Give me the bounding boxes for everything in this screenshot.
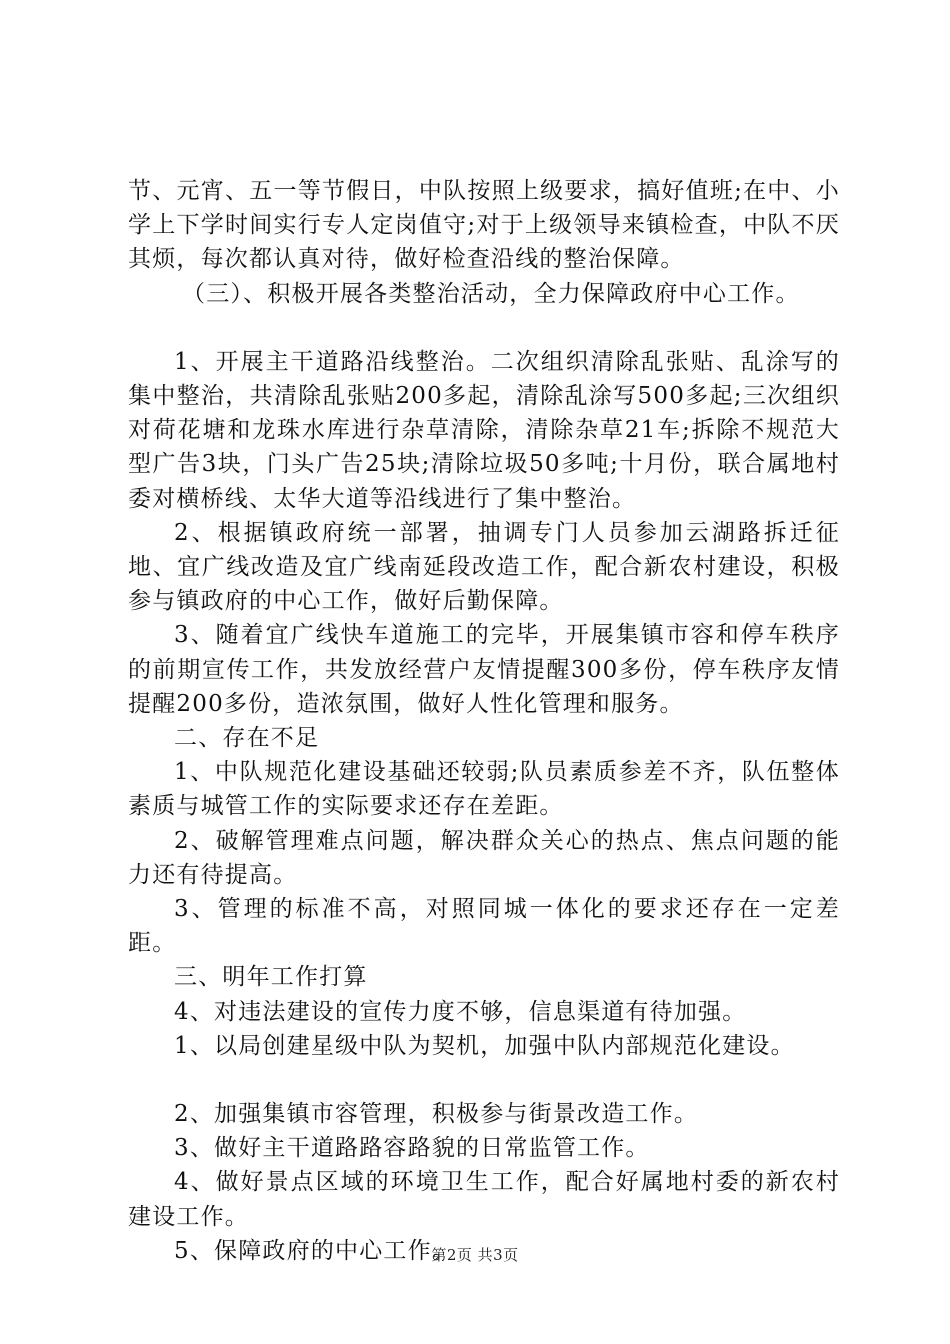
page-footer bbox=[0, 1244, 950, 1265]
paragraph-plan-2: 2、加强集镇市容管理，积极参与街景改造工作。 bbox=[174, 1101, 699, 1128]
paragraph-plan-5: 5、保障政府的中心工作。 bbox=[174, 1237, 457, 1264]
page-number-label: 第2页 共3页 bbox=[431, 1246, 519, 1264]
paragraph-holiday-duty: 节、元宵、五一等节假日，中队按照上级要求，搞好值班;在中、小学上下学时间实行专人定岗值守;对于上级领导来镇检查，中队不厌其烦，每次都认真对待，做好检查沿线的整治保障。 bbox=[128, 178, 840, 273]
section-heading-3: （三）、积极开展各类整治活动，全力保障政府中心工作。 bbox=[182, 280, 800, 307]
paragraph-government-support: 2、根据镇政府统一部署，抽调专门人员参加云湖路拆迁征地、宜广线改造及宜广线南延段改造工作，配合新农村建设，积极参与镇政府的中心工作，做好后勤保障。 bbox=[128, 519, 840, 615]
paragraph-plan-3: 3、做好主干道路路容路貌的日常监管工作。 bbox=[174, 1135, 650, 1162]
paragraph-road-cleanup: 1、开展主干道路沿线整治。二次组织清除乱张贴、乱涂写的集中整治，共清除乱张贴200多起，清除乱涂写500多起;三次组织对荷花塘和龙珠水库进行杂草清除，清除杂草21车;拆除不规范大型广告3块，门头广告25块;清除垃圾50多吨;十月份，联合属地村委对横桥线、太华大道等沿线进行了集中整治。 bbox=[128, 348, 840, 512]
paragraph-plan-1: 1、以局创建星级中队为契机，加强中队内部规范化建设。 bbox=[174, 1032, 795, 1059]
paragraph-shortcoming-1: 1、中队规范化建设基础还较弱;队员素质参差不齐，队伍整体素质与城管工作的实际要求还存在差距。 bbox=[128, 759, 840, 820]
paragraph-publicity: 3、随着宜广线快车道施工的完毕，开展集镇市容和停车秩序的前期宣传工作，共发放经营户友情提醒300多份，停车秩序友情提醒200多份，造浓氛围，做好人性化管理和服务。 bbox=[128, 622, 840, 717]
paragraph-shortcoming-2: 2、破解管理难点问题，解决群众关心的热点、焦点问题的能力还有待提高。 bbox=[128, 827, 840, 888]
document-body bbox=[128, 174, 840, 1268]
section-heading-shortcomings: 二、存在不足 bbox=[174, 725, 320, 752]
paragraph-shortcoming-4: 4、对违法建设的宣传力度不够，信息渠道有待加强。 bbox=[174, 998, 747, 1025]
section-heading-next-year: 三、明年工作打算 bbox=[174, 964, 368, 991]
paragraph-shortcoming-3: 3、管理的标准不高，对照同城一体化的要求还存在一定差距。 bbox=[128, 896, 840, 957]
paragraph-plan-4: 4、做好景点区域的环境卫生工作，配合好属地村委的新农村建设工作。 bbox=[128, 1169, 840, 1230]
